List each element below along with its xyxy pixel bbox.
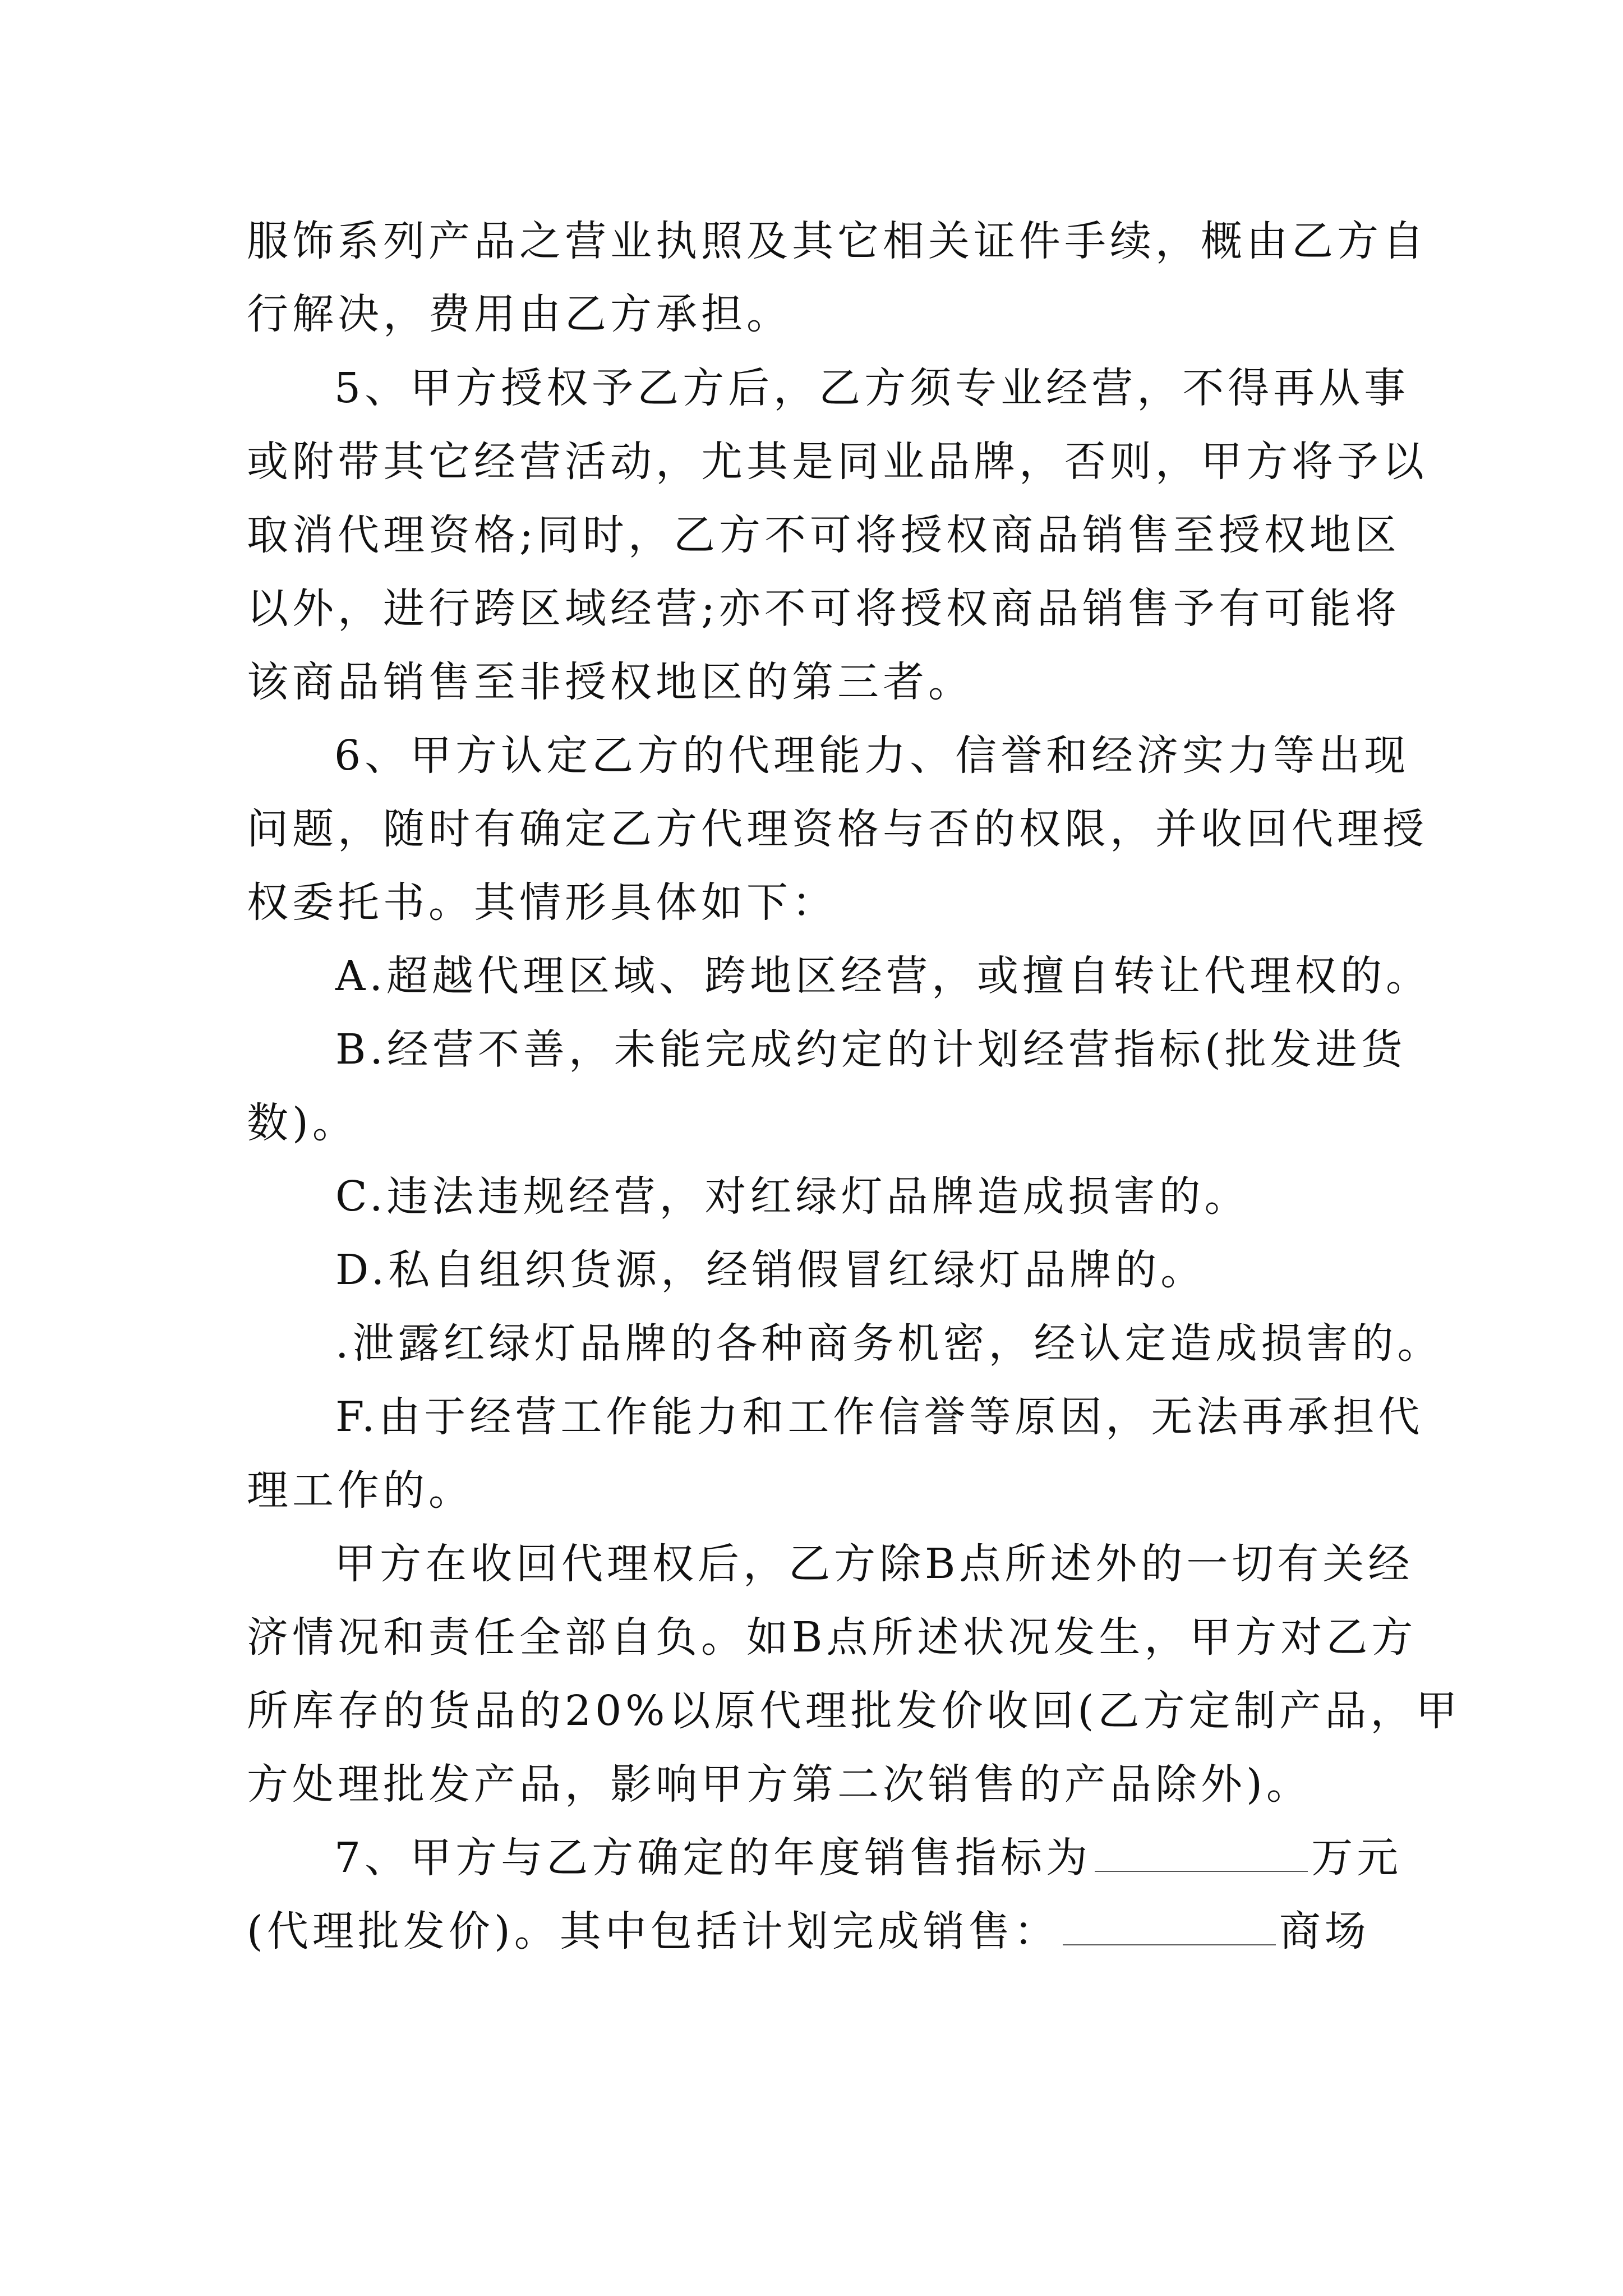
clause-7-line-1 bbox=[334, 1830, 1402, 1886]
item-b-line-1: B.经营不善，未能完成约定的计划经营指标(批发进货 bbox=[335, 1025, 1407, 1074]
clause-5-line-2: 或附带其它经营活动，尤其是同业品牌，否则，甲方将予以 bbox=[247, 438, 1428, 486]
paragraph-line-4: 方处理批发产品，影响甲方第二次销售的产品除外)。 bbox=[247, 1760, 1312, 1809]
clause-6-line-1: 6、甲方认定乙方的代理能力、信誉和经济实力等出现 bbox=[334, 731, 1410, 780]
fill-in-blank[interactable] bbox=[1063, 1905, 1276, 1945]
clause-7-text-before: 7、甲方与乙方确定的年度销售指标为 bbox=[334, 1834, 1092, 1882]
item-b-line-2: 数)。 bbox=[247, 1099, 358, 1147]
clause-5-line-3: 取消代理资格;同时，乙方不可将授权商品销售至授权地区 bbox=[247, 511, 1400, 559]
text-line-1: 服饰系列产品之营业执照及其它相关证件手续，概由乙方自 bbox=[247, 217, 1428, 265]
clause-7-text-after: 万元 bbox=[1311, 1834, 1403, 1882]
item-e: .泄露红绿灯品牌的各种商务机密，经认定造成损害的。 bbox=[335, 1319, 1443, 1368]
paragraph-line-1: 甲方在收回代理权后，乙方除B点所述外的一切有关经 bbox=[334, 1540, 1414, 1588]
paragraph-line-3: 所库存的货品的20%以原代理批发价收回(乙方定制产品，甲 bbox=[247, 1687, 1461, 1735]
clause-6-line-2: 问题，随时有确定乙方代理资格与否的权限，并收回代理授 bbox=[247, 805, 1428, 853]
clause-5-line-5: 该商品销售至非授权地区的第三者。 bbox=[247, 658, 974, 706]
clause-7-line-2-before: (代理批发价)。其中包括计划完成销售： bbox=[247, 1907, 1059, 1955]
clause-5-line-1: 5、甲方授权予乙方后，乙方须专业经营，不得再从事 bbox=[334, 364, 1410, 412]
item-a: A.超越代理区域、跨地区经营，或擅自转让代理权的。 bbox=[335, 952, 1431, 1000]
item-d: D.私自组织货源，经销假冒红绿灯品牌的。 bbox=[335, 1246, 1206, 1294]
item-f-line-1: F.由于经营工作能力和工作信誉等原因，无法再承担代 bbox=[335, 1393, 1424, 1441]
clause-7-line-2 bbox=[247, 1903, 1370, 1959]
clause-6-line-3: 权委托书。其情形具体如下： bbox=[247, 878, 837, 927]
paragraph-line-2: 济情况和责任全部自负。如B点所述状况发生，甲方对乙方 bbox=[247, 1613, 1417, 1662]
fill-in-blank[interactable] bbox=[1095, 1832, 1308, 1872]
clause-5-line-4: 以外，进行跨区域经营;亦不可将授权商品销售予有可能将 bbox=[247, 585, 1400, 633]
text-line-2: 行解决，费用由乙方承担。 bbox=[247, 290, 792, 338]
item-c: C.违法违规经营，对红绿灯品牌造成损害的。 bbox=[335, 1172, 1250, 1221]
clause-7-line-2-after: 商场 bbox=[1279, 1907, 1370, 1955]
item-f-line-2: 理工作的。 bbox=[247, 1466, 474, 1515]
